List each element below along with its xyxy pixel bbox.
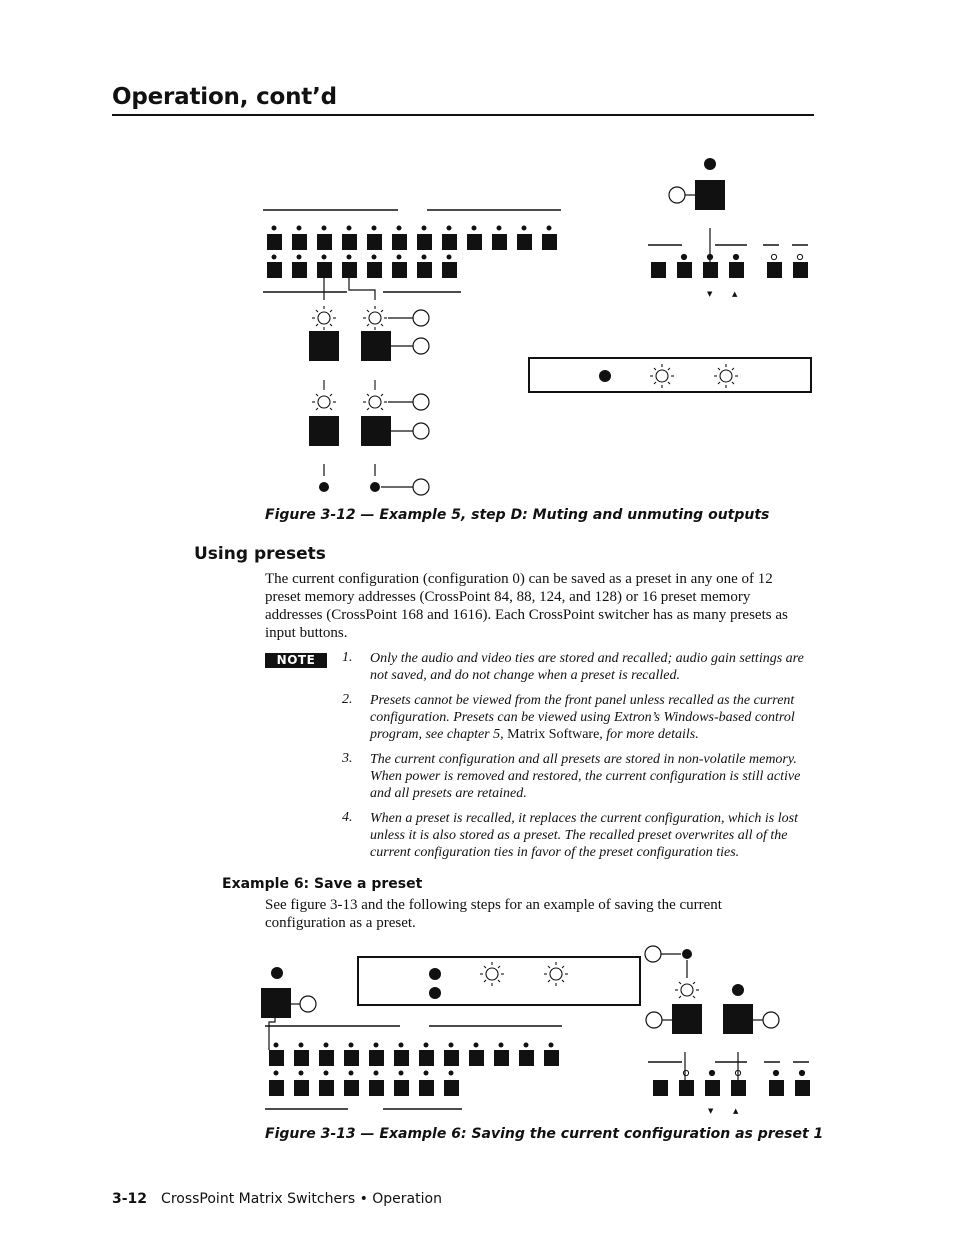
led-icon [424, 1071, 429, 1076]
led-icon [399, 1043, 404, 1048]
switch-button [469, 1050, 484, 1066]
switch-button [267, 234, 282, 250]
callout-circles [388, 310, 429, 354]
svg-text:▼: ▼ [707, 290, 713, 298]
led-icon [324, 1071, 329, 1076]
led-icon [374, 1071, 379, 1076]
led-icon [549, 1043, 554, 1048]
switch-button [467, 234, 482, 250]
switch-button [419, 1050, 434, 1066]
led-icon [797, 254, 802, 259]
switch-button [492, 234, 507, 250]
switch-button [317, 234, 332, 250]
led-icon [272, 255, 277, 260]
section-intro: The current configuration (configuration 0) can be saved as a preset in any one of 12 preset memory addresses (CrossPoint 84, 88, 124, and 128) or 16 preset memory addresses (CrossPoint 168 and 1616). Each CrossPoint switcher has as many presets as input buttons. [265, 571, 788, 641]
figure-3-12-diagram [255, 150, 825, 500]
led-icon [272, 226, 277, 231]
led-icon [449, 1071, 454, 1076]
led-icon [472, 226, 477, 231]
control-button-row [653, 1070, 810, 1096]
led-icon [299, 1043, 304, 1048]
switch-button [342, 234, 357, 250]
video-mute-button [309, 416, 339, 446]
led-icon [599, 370, 611, 382]
led-icon [429, 968, 441, 980]
led-icon [709, 1070, 714, 1075]
switch-button [292, 262, 307, 278]
led-icon [374, 1043, 379, 1048]
led-icon [683, 1070, 688, 1075]
led-icon [322, 255, 327, 260]
led-icon [449, 1043, 454, 1048]
note-item-text [370, 692, 816, 743]
lit-led-icon [363, 380, 387, 410]
preset-button [261, 988, 291, 1018]
figure-3-13-diagram [255, 940, 825, 1120]
led-icon [429, 987, 441, 999]
switch-button [544, 1050, 559, 1066]
output-button-row [267, 255, 457, 279]
led-icon [347, 226, 352, 231]
output-button-row [269, 1071, 459, 1097]
page-title: Operation, cont’d [112, 84, 337, 110]
control-button-row [651, 254, 808, 278]
led-icon [372, 226, 377, 231]
note-text-part: , for more details. [599, 727, 699, 742]
switch-button [369, 1050, 384, 1066]
switch-button [267, 262, 282, 278]
control-button [729, 262, 744, 278]
led-icon [547, 226, 552, 231]
lit-led-icon [675, 982, 699, 998]
switch-button [444, 1080, 459, 1096]
led-icon [399, 1071, 404, 1076]
example-heading: Example 6: Save a preset [222, 876, 423, 892]
led-icon [447, 226, 452, 231]
led-icon [349, 1071, 354, 1076]
lit-led-icon [312, 380, 336, 410]
switch-button [317, 262, 332, 278]
led-icon [499, 1043, 504, 1048]
switch-button [392, 262, 407, 278]
control-button [679, 1080, 694, 1096]
page-number: 3-12 [112, 1191, 148, 1207]
switch-button [519, 1050, 534, 1066]
control-button [653, 1080, 668, 1096]
video-button [309, 331, 339, 361]
note-item-text: Only the audio and video ties are stored and recalled; audio gain settings are not saved, and do not change when a preset is recalled. [370, 651, 804, 683]
switch-button [417, 262, 432, 278]
note-item-number: 4. [342, 810, 353, 825]
enter-button [723, 1004, 753, 1034]
lit-led-icon [363, 306, 387, 330]
led-icon [349, 1043, 354, 1048]
led-icon [397, 255, 402, 260]
note-item-number: 3. [342, 751, 353, 766]
audio-mute-button [361, 416, 391, 446]
control-button [705, 1080, 720, 1096]
footer-text: CrossPoint Matrix Switchers • Operation [161, 1191, 442, 1207]
led-icon [324, 1043, 329, 1048]
svg-text:▲: ▲ [732, 290, 738, 298]
example-text: See figure 3-13 and the following steps for an example of saving the current configuration as a preset. [265, 897, 722, 931]
led-icon [682, 949, 692, 959]
switch-button [344, 1080, 359, 1096]
note-item-number: 1. [342, 650, 353, 665]
led-icon [771, 254, 776, 259]
switch-button [392, 234, 407, 250]
switch-button [542, 234, 557, 250]
lcd-panel [529, 358, 811, 392]
note-text-emphasis: Matrix Software [507, 727, 600, 742]
title-rule [112, 114, 814, 116]
lit-led-icon [312, 306, 336, 330]
control-button [767, 262, 782, 278]
switch-button [269, 1080, 284, 1096]
led-icon [474, 1043, 479, 1048]
led-icon [681, 254, 686, 259]
note-text-part: Presets cannot be viewed from the front panel unless recalled as the current configuration. Presets can be viewed using Extron’s Windows-based control program, see chapter 5, [370, 693, 795, 742]
input-button-row [269, 1043, 559, 1067]
led-icon [271, 967, 283, 979]
led-icon [297, 255, 302, 260]
switch-button [494, 1050, 509, 1066]
switch-button [442, 234, 457, 250]
audio-button [361, 331, 391, 361]
control-button [651, 262, 666, 278]
switch-button [294, 1080, 309, 1096]
led-icon [522, 226, 527, 231]
svg-text:▲: ▲ [733, 1107, 739, 1115]
svg-text:▼: ▼ [708, 1107, 714, 1115]
switch-button [367, 262, 382, 278]
note-item-text: The current configuration and all presets are stored in non-volatile memory. When power is removed and restored, the current configuration is still active and all presets are retained. [370, 752, 801, 801]
control-button [731, 1080, 746, 1096]
led-icon [799, 1070, 804, 1075]
switch-button [444, 1050, 459, 1066]
note-item-number: 2. [342, 692, 353, 707]
led-icon [424, 1043, 429, 1048]
switch-button [417, 234, 432, 250]
led-icon [524, 1043, 529, 1048]
figure-3-12-caption: Figure 3-12 — Example 5, step D: Muting and unmuting outputs [265, 507, 770, 523]
switch-button [369, 1080, 384, 1096]
switch-button [269, 1050, 284, 1066]
switch-button [319, 1050, 334, 1066]
switch-button [419, 1080, 434, 1096]
switch-button [319, 1080, 334, 1096]
switch-button [294, 1050, 309, 1066]
figure-3-13-caption: Figure 3-13 — Example 6: Saving the current configuration as preset 1 [265, 1126, 824, 1142]
led-icon [322, 226, 327, 231]
control-button [793, 262, 808, 278]
led-icon [372, 255, 377, 260]
switch-button [342, 262, 357, 278]
led-icon [422, 255, 427, 260]
input-button-row [267, 226, 557, 251]
switch-button [394, 1080, 409, 1096]
switch-button [344, 1050, 359, 1066]
led-icon [447, 255, 452, 260]
preset-button [672, 1004, 702, 1034]
led-icon [297, 226, 302, 231]
page-footer [112, 1191, 442, 1207]
note-badge: NOTE [265, 653, 327, 668]
led-icon [347, 255, 352, 260]
switch-button [394, 1050, 409, 1066]
led-icon [733, 254, 738, 259]
control-button [795, 1080, 810, 1096]
led-icon [732, 984, 744, 996]
switch-button [442, 262, 457, 278]
control-button [677, 262, 692, 278]
output-connectors [324, 278, 375, 300]
input-group-lines [263, 210, 561, 292]
note-item-text: When a preset is recalled, it replaces the current configuration, which is lost unless it is also stored as a preset. The recalled preset overwrites all of the current configuration ties in favor of the preset configuration ties. [370, 811, 798, 860]
section-heading: Using presets [194, 544, 326, 564]
led-icon [319, 482, 329, 492]
led-icon [274, 1071, 279, 1076]
led-icon [422, 226, 427, 231]
switch-button [367, 234, 382, 250]
led-icon [274, 1043, 279, 1048]
led-icon [497, 226, 502, 231]
led-icon [773, 1070, 778, 1075]
enter-button [695, 180, 725, 210]
led-icon [704, 158, 716, 170]
led-icon [370, 482, 380, 492]
control-button [703, 262, 718, 278]
switch-button [292, 234, 307, 250]
switch-button [517, 234, 532, 250]
led-icon [397, 226, 402, 231]
led-icon [299, 1071, 304, 1076]
control-button [769, 1080, 784, 1096]
